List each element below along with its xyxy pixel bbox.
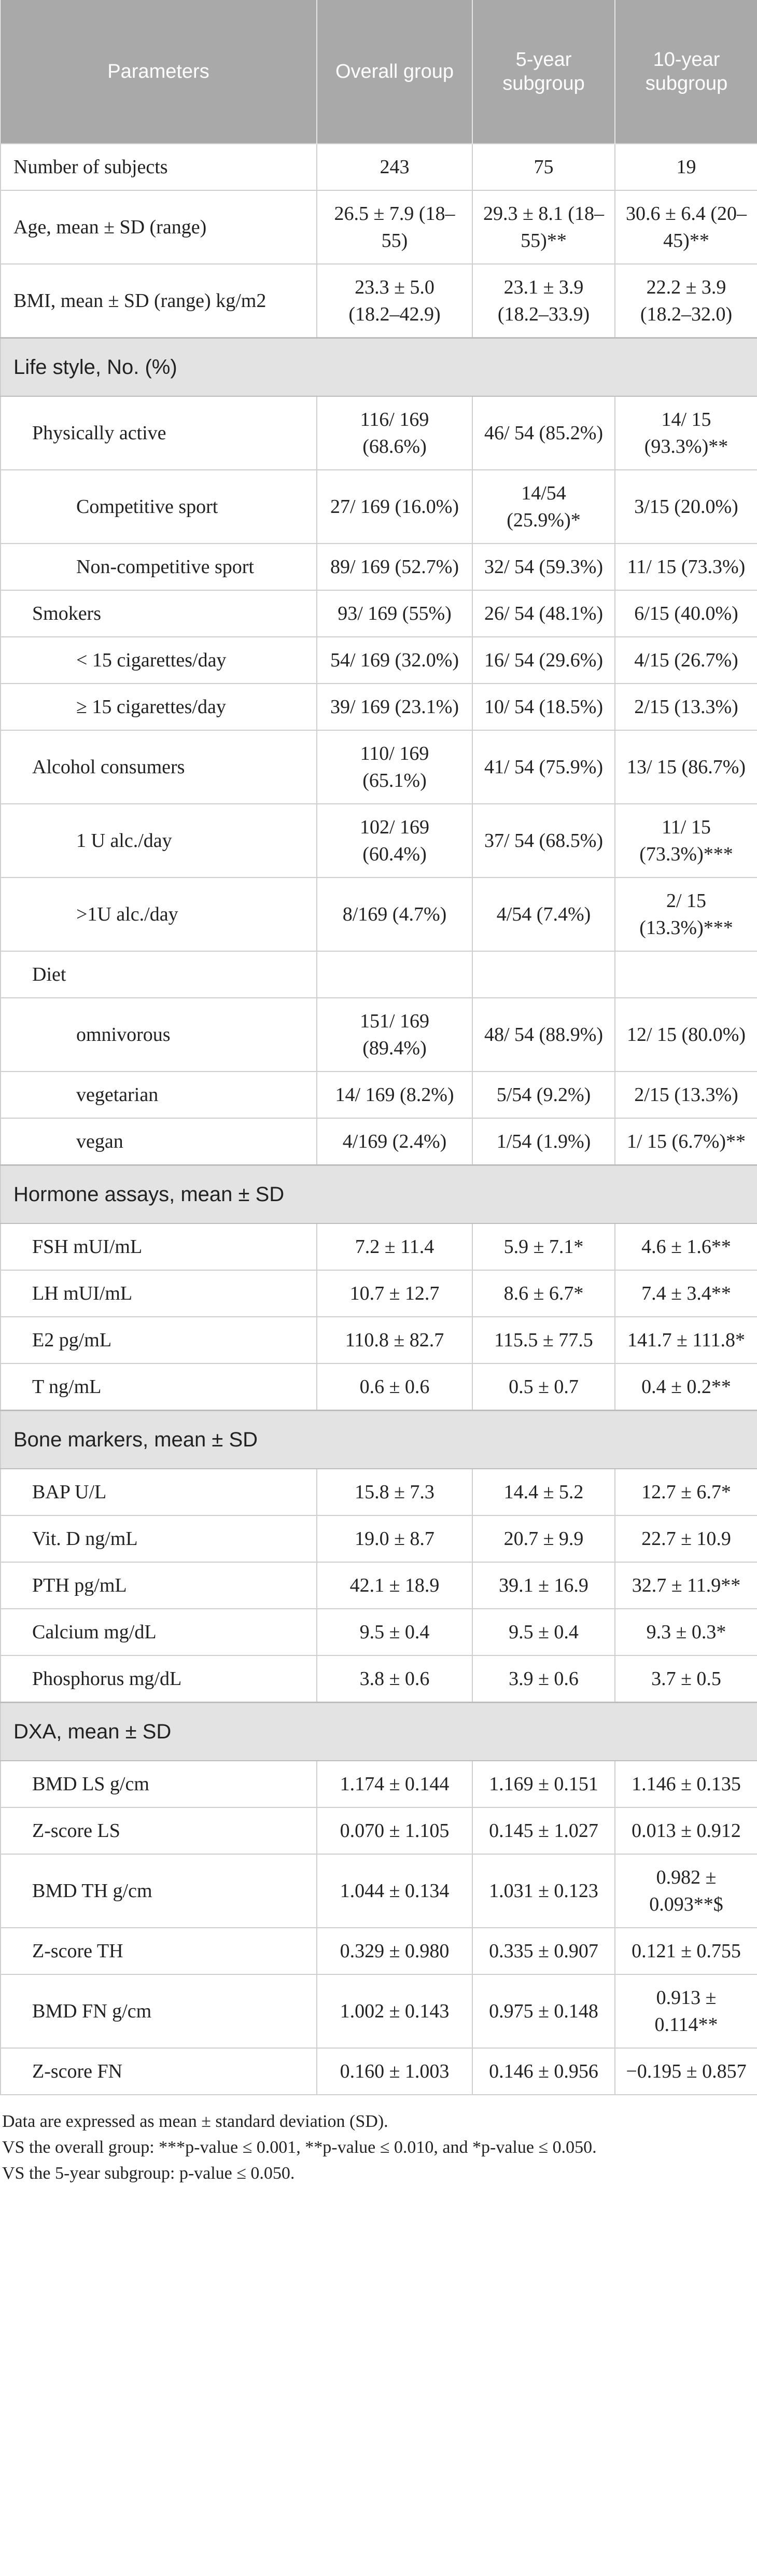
table-row <box>1 1761 757 1807</box>
cell-overall-group <box>317 2048 472 2095</box>
row-label <box>1 1363 317 1411</box>
cell-value: 15.8 ± 7.3 <box>355 1481 434 1503</box>
cell-overall-group <box>317 1928 472 1974</box>
cell-value: 0.070 ± 1.105 <box>340 1820 450 1842</box>
cell-10-year-subgroup <box>615 1928 757 1974</box>
cell-value: 75 <box>534 156 554 178</box>
cell-5-year-subgroup <box>472 1974 615 2048</box>
table-row <box>1 951 757 998</box>
row-label-text: BMD TH g/cm <box>32 1880 152 1902</box>
table-row <box>1 878 757 951</box>
cell-value: 102/ 169 (60.4%) <box>359 816 430 865</box>
section-row <box>1 1703 757 1761</box>
footnote-text: VS the overall group: ***p-value ≤ 0.001, **p-value ≤ 0.010, and *p-value ≤ 0.050. <box>2 2138 597 2157</box>
row-label-text: LH mUI/mL <box>32 1283 133 1304</box>
cell-value: 4/15 (26.7%) <box>634 649 738 671</box>
cell-value: 4.6 ± 1.6** <box>641 1236 731 1258</box>
cell-5-year-subgroup <box>472 1223 615 1270</box>
row-label-text: ≥ 15 cigarettes/day <box>76 696 226 718</box>
cell-value: 12/ 15 (80.0%) <box>626 1024 746 1046</box>
cell-value: 22.7 ± 10.9 <box>641 1528 731 1550</box>
cell-value: 141.7 ± 111.8* <box>627 1329 746 1351</box>
table-row <box>1 1854 757 1928</box>
cell-overall-group <box>317 1118 472 1165</box>
section-title: Hormone assays, mean ± SD <box>1 1165 757 1224</box>
cell-value: 32/ 54 (59.3%) <box>484 556 604 578</box>
cell-10-year-subgroup <box>615 1655 757 1703</box>
cell-value: 1/54 (1.9%) <box>496 1131 591 1152</box>
row-label <box>1 1655 317 1703</box>
row-label-text: E2 pg/mL <box>32 1329 112 1351</box>
table-row <box>1 1515 757 1562</box>
cell-10-year-subgroup <box>615 1854 757 1928</box>
cell-overall-group <box>317 637 472 684</box>
cell-overall-group <box>317 1515 472 1562</box>
cell-5-year-subgroup <box>472 637 615 684</box>
cell-value: 20.7 ± 9.9 <box>503 1528 584 1550</box>
table-row <box>1 1071 757 1118</box>
row-label <box>1 804 317 878</box>
footnote-line <box>2 2161 755 2187</box>
cell-10-year-subgroup <box>615 2048 757 2095</box>
cell-value: 23.3 ± 5.0 (18.2–42.9) <box>348 276 441 325</box>
cell-value: 0.329 ± 0.980 <box>340 1940 450 1962</box>
row-label-text: Vit. D ng/mL <box>32 1528 138 1550</box>
cell-value: 5/54 (9.2%) <box>496 1084 591 1106</box>
cell-10-year-subgroup <box>615 730 757 804</box>
row-label <box>1 1223 317 1270</box>
cell-value: 48/ 54 (88.9%) <box>484 1024 604 1046</box>
cell-10-year-subgroup <box>615 1270 757 1317</box>
table-row <box>1 190 757 264</box>
cell-value: 3.7 ± 0.5 <box>651 1668 721 1690</box>
row-label-text: BMI, mean ± SD (range) kg/m2 <box>13 290 267 312</box>
row-label <box>1 590 317 637</box>
cell-value: 0.975 ± 0.148 <box>489 2000 598 2022</box>
cell-5-year-subgroup <box>472 396 615 470</box>
cell-value: 4/169 (2.4%) <box>342 1131 447 1152</box>
table-row <box>1 2048 757 2095</box>
cell-value: 11/ 15 (73.3%) <box>627 556 746 578</box>
cell-10-year-subgroup <box>615 1807 757 1854</box>
cell-5-year-subgroup <box>472 1761 615 1807</box>
cell-10-year-subgroup <box>615 951 757 998</box>
cell-10-year-subgroup <box>615 1118 757 1165</box>
table-body <box>1 144 757 2095</box>
cell-10-year-subgroup <box>615 264 757 338</box>
cell-value: 30.6 ± 6.4 (20–45)** <box>626 203 747 252</box>
row-label <box>1 637 317 684</box>
cell-value: 19 <box>676 156 696 178</box>
cell-value: −0.195 ± 0.857 <box>626 2060 747 2082</box>
row-label <box>1 1270 317 1317</box>
table-row <box>1 637 757 684</box>
row-label <box>1 1469 317 1515</box>
cell-value: 0.6 ± 0.6 <box>359 1376 430 1398</box>
row-label-text: vegan <box>76 1131 123 1152</box>
section-title: DXA, mean ± SD <box>1 1703 757 1761</box>
cell-overall-group <box>317 1363 472 1411</box>
cell-10-year-subgroup <box>615 1609 757 1655</box>
cell-overall-group <box>317 396 472 470</box>
row-label-text: BMD LS g/cm <box>32 1773 149 1795</box>
row-label <box>1 1515 317 1562</box>
cell-value: 2/15 (13.3%) <box>634 1084 738 1106</box>
row-label-text: FSH mUI/mL <box>32 1236 143 1258</box>
cell-value: 0.335 ± 0.907 <box>489 1940 598 1962</box>
row-label-text: Z-score TH <box>32 1940 123 1962</box>
cell-10-year-subgroup <box>615 998 757 1071</box>
cell-value: 29.3 ± 8.1 (18–55)** <box>483 203 605 252</box>
cell-value: 0.913 ± 0.114** <box>654 1987 718 2036</box>
table-row <box>1 1270 757 1317</box>
cell-overall-group <box>317 1761 472 1807</box>
row-label-text: vegetarian <box>76 1084 159 1106</box>
cell-5-year-subgroup <box>472 684 615 730</box>
cell-overall-group <box>317 998 472 1071</box>
header-row <box>1 0 757 144</box>
row-label <box>1 1118 317 1165</box>
cell-overall-group <box>317 878 472 951</box>
cell-10-year-subgroup <box>615 684 757 730</box>
cell-value: 2/ 15 (13.3%)*** <box>639 890 733 939</box>
table-row <box>1 730 757 804</box>
footnote-text: VS the 5-year subgroup: p-value ≤ 0.050. <box>2 2164 295 2183</box>
cell-10-year-subgroup <box>615 590 757 637</box>
cell-value: 1.031 ± 0.123 <box>489 1880 598 1902</box>
row-label-text: BMD FN g/cm <box>32 2000 152 2022</box>
row-label-text: omnivorous <box>76 1024 171 1046</box>
cell-overall-group <box>317 684 472 730</box>
cell-5-year-subgroup <box>472 1609 615 1655</box>
row-label <box>1 998 317 1071</box>
row-label <box>1 144 317 190</box>
row-label <box>1 396 317 470</box>
row-label <box>1 1071 317 1118</box>
cell-value: 0.121 ± 0.755 <box>632 1940 741 1962</box>
cell-10-year-subgroup <box>615 1469 757 1515</box>
cell-5-year-subgroup <box>472 998 615 1071</box>
cell-5-year-subgroup <box>472 264 615 338</box>
cell-value: 37/ 54 (68.5%) <box>484 830 604 852</box>
table-row <box>1 1655 757 1703</box>
table-row <box>1 1928 757 1974</box>
cell-5-year-subgroup <box>472 1469 615 1515</box>
cell-5-year-subgroup <box>472 190 615 264</box>
footnote-text: Data are expressed as mean ± standard deviation (SD). <box>2 2112 388 2131</box>
row-label-text: Competitive sport <box>76 496 218 518</box>
section-title: Life style, No. (%) <box>1 338 757 397</box>
table-row <box>1 1118 757 1165</box>
cell-value: 8/169 (4.7%) <box>342 903 447 925</box>
section-row <box>1 338 757 397</box>
row-label-text: Physically active <box>32 422 166 444</box>
cell-10-year-subgroup <box>615 1223 757 1270</box>
table-row <box>1 1562 757 1609</box>
cell-value: 2/15 (13.3%) <box>634 696 738 718</box>
cell-overall-group <box>317 951 472 998</box>
cell-value: 54/ 169 (32.0%) <box>330 649 459 671</box>
row-label-text: Z-score FN <box>32 2060 123 2082</box>
row-label-text: Number of subjects <box>13 156 168 178</box>
cell-overall-group <box>317 264 472 338</box>
row-label <box>1 1609 317 1655</box>
cell-value: 1.044 ± 0.134 <box>340 1880 450 1902</box>
cell-value: 42.1 ± 18.9 <box>349 1575 440 1596</box>
cell-10-year-subgroup <box>615 1761 757 1807</box>
cell-value: 151/ 169 (89.4%) <box>359 1010 430 1059</box>
cell-value: 39/ 169 (23.1%) <box>330 696 459 718</box>
cell-value: 1/ 15 (6.7%)** <box>626 1131 746 1152</box>
cell-10-year-subgroup <box>615 1363 757 1411</box>
section-title: Bone markers, mean ± SD <box>1 1411 757 1469</box>
row-label <box>1 1974 317 2048</box>
cell-value: 0.5 ± 0.7 <box>509 1376 579 1398</box>
cell-value: 11/ 15 (73.3%)*** <box>639 816 733 865</box>
table-row <box>1 1363 757 1411</box>
cell-value: 1.002 ± 0.143 <box>340 2000 450 2022</box>
table-row <box>1 470 757 544</box>
cell-value: 0.013 ± 0.912 <box>632 1820 741 1842</box>
row-label <box>1 2048 317 2095</box>
cell-value: 110.8 ± 82.7 <box>345 1329 444 1351</box>
row-label-text: Non-competitive sport <box>76 556 254 578</box>
row-label-text: Z-score LS <box>32 1820 120 1842</box>
row-label <box>1 264 317 338</box>
cell-value: 0.146 ± 0.956 <box>489 2060 598 2082</box>
cell-value: 9.5 ± 0.4 <box>359 1621 430 1643</box>
cell-10-year-subgroup <box>615 396 757 470</box>
cell-value: 0.160 ± 1.003 <box>340 2060 450 2082</box>
row-label-text: Calcium mg/dL <box>32 1621 157 1643</box>
cell-value: 14.4 ± 5.2 <box>503 1481 584 1503</box>
cell-overall-group <box>317 1854 472 1928</box>
cell-5-year-subgroup <box>472 951 615 998</box>
row-label <box>1 544 317 590</box>
footnote-line <box>2 2135 755 2161</box>
cell-overall-group <box>317 1562 472 1609</box>
cell-value: 16/ 54 (29.6%) <box>484 649 604 671</box>
cell-value: 3/15 (20.0%) <box>634 496 738 518</box>
cell-10-year-subgroup <box>615 1974 757 2048</box>
table-row <box>1 1974 757 2048</box>
table-row <box>1 590 757 637</box>
cell-value: 19.0 ± 8.7 <box>355 1528 434 1550</box>
cell-value: 13/ 15 (86.7%) <box>626 756 746 778</box>
cell-value: 23.1 ± 3.9 (18.2–33.9) <box>497 276 590 325</box>
table-row <box>1 396 757 470</box>
cell-5-year-subgroup <box>472 804 615 878</box>
cell-value: 9.3 ± 0.3* <box>646 1621 726 1643</box>
cell-overall-group <box>317 1071 472 1118</box>
cell-overall-group <box>317 190 472 264</box>
cell-10-year-subgroup <box>615 1515 757 1562</box>
row-label <box>1 190 317 264</box>
cell-overall-group <box>317 1974 472 2048</box>
table-row <box>1 998 757 1071</box>
row-label <box>1 730 317 804</box>
cell-value: 26/ 54 (48.1%) <box>484 603 604 624</box>
cell-10-year-subgroup <box>615 544 757 590</box>
table-header <box>1 0 757 144</box>
cell-value: 46/ 54 (85.2%) <box>484 422 604 444</box>
cell-5-year-subgroup <box>472 1655 615 1703</box>
table-row <box>1 1317 757 1363</box>
cell-value: 32.7 ± 11.9** <box>632 1575 741 1596</box>
cell-value: 22.2 ± 3.9 (18.2–32.0) <box>640 276 733 325</box>
cell-5-year-subgroup <box>472 2048 615 2095</box>
table-row <box>1 144 757 190</box>
header-10-year-subgroup: 10-year subgroup <box>615 0 757 144</box>
cell-overall-group <box>317 730 472 804</box>
table-row <box>1 684 757 730</box>
cell-value: 14/54 (25.9%)* <box>507 482 581 531</box>
cell-5-year-subgroup <box>472 470 615 544</box>
table-row <box>1 264 757 338</box>
cell-overall-group <box>317 470 472 544</box>
cell-10-year-subgroup <box>615 804 757 878</box>
cell-value: 10/ 54 (18.5%) <box>484 696 604 718</box>
cell-5-year-subgroup <box>472 1515 615 1562</box>
cell-5-year-subgroup <box>472 144 615 190</box>
cell-10-year-subgroup <box>615 1317 757 1363</box>
cell-overall-group <box>317 144 472 190</box>
cell-overall-group <box>317 1655 472 1703</box>
footnote-line <box>2 2109 755 2135</box>
table-row <box>1 1223 757 1270</box>
header-5-year-subgroup: 5-year subgroup <box>472 0 615 144</box>
table-row <box>1 544 757 590</box>
row-label-text: PTH pg/mL <box>32 1575 127 1596</box>
cell-5-year-subgroup <box>472 1317 615 1363</box>
cell-10-year-subgroup <box>615 470 757 544</box>
row-label-text: T ng/mL <box>32 1376 102 1398</box>
cell-10-year-subgroup <box>615 144 757 190</box>
row-label-text: Smokers <box>32 603 101 624</box>
cell-5-year-subgroup <box>472 878 615 951</box>
cell-5-year-subgroup <box>472 590 615 637</box>
row-label <box>1 1928 317 1974</box>
cell-overall-group <box>317 1469 472 1515</box>
cell-value: 116/ 169 (68.6%) <box>360 409 429 457</box>
cell-value: 26.5 ± 7.9 (18–55) <box>334 203 455 252</box>
cell-value: 6/15 (40.0%) <box>634 603 738 624</box>
section-row <box>1 1411 757 1469</box>
row-label-text: Alcohol consumers <box>32 756 185 778</box>
row-label <box>1 1854 317 1928</box>
cell-value: 14/ 169 (8.2%) <box>335 1084 454 1106</box>
row-label-text: >1U alc./day <box>76 903 178 925</box>
cell-overall-group <box>317 1270 472 1317</box>
cell-10-year-subgroup <box>615 1071 757 1118</box>
table-row <box>1 1469 757 1515</box>
cell-value: 5.9 ± 7.1* <box>503 1236 584 1258</box>
cell-value: 10.7 ± 12.7 <box>349 1283 440 1304</box>
row-label <box>1 1317 317 1363</box>
cell-5-year-subgroup <box>472 1270 615 1317</box>
row-label-text: BAP U/L <box>32 1481 107 1503</box>
cell-5-year-subgroup <box>472 730 615 804</box>
cell-value: 8.6 ± 6.7* <box>503 1283 584 1304</box>
cell-5-year-subgroup <box>472 1118 615 1165</box>
row-label <box>1 470 317 544</box>
cell-10-year-subgroup <box>615 878 757 951</box>
cell-value: 115.5 ± 77.5 <box>494 1329 593 1351</box>
row-label <box>1 1761 317 1807</box>
cell-overall-group <box>317 1223 472 1270</box>
cell-value: 1.169 ± 0.151 <box>489 1773 598 1795</box>
row-label <box>1 1562 317 1609</box>
cell-overall-group <box>317 1807 472 1854</box>
cell-value: 110/ 169 (65.1%) <box>360 743 429 791</box>
cell-10-year-subgroup <box>615 190 757 264</box>
cell-overall-group <box>317 1317 472 1363</box>
cell-overall-group <box>317 1609 472 1655</box>
cell-5-year-subgroup <box>472 1562 615 1609</box>
cell-5-year-subgroup <box>472 1928 615 1974</box>
cell-value: 7.4 ± 3.4** <box>641 1283 731 1304</box>
cell-value: 9.5 ± 0.4 <box>509 1621 579 1643</box>
row-label <box>1 684 317 730</box>
row-label <box>1 878 317 951</box>
cell-value: 243 <box>380 156 410 178</box>
cell-5-year-subgroup <box>472 1071 615 1118</box>
cell-overall-group <box>317 804 472 878</box>
cell-5-year-subgroup <box>472 544 615 590</box>
cell-10-year-subgroup <box>615 637 757 684</box>
cell-value: 1.146 ± 0.135 <box>632 1773 741 1795</box>
header-overall-group: Overall group <box>317 0 472 144</box>
row-label-text: Phosphorus mg/dL <box>32 1668 182 1690</box>
cell-value: 1.174 ± 0.144 <box>340 1773 450 1795</box>
cell-value: 93/ 169 (55%) <box>338 603 452 624</box>
section-row <box>1 1165 757 1224</box>
cell-value: 0.982 ± 0.093**$ <box>649 1867 723 1915</box>
table-row <box>1 1807 757 1854</box>
table-row <box>1 804 757 878</box>
cell-5-year-subgroup <box>472 1854 615 1928</box>
row-label <box>1 951 317 998</box>
cell-5-year-subgroup <box>472 1807 615 1854</box>
row-label <box>1 1807 317 1854</box>
header-parameters: Parameters <box>1 0 317 144</box>
table-row <box>1 1609 757 1655</box>
cell-value: 3.8 ± 0.6 <box>359 1668 430 1690</box>
cell-value: 3.9 ± 0.6 <box>509 1668 579 1690</box>
cell-10-year-subgroup <box>615 1562 757 1609</box>
cell-value: 7.2 ± 11.4 <box>355 1236 434 1258</box>
cell-value: 12.7 ± 6.7* <box>641 1481 731 1503</box>
footnotes <box>0 2095 757 2187</box>
cell-overall-group <box>317 590 472 637</box>
cell-value: 89/ 169 (52.7%) <box>330 556 459 578</box>
cell-value: 4/54 (7.4%) <box>496 903 591 925</box>
cell-value: 14/ 15 (93.3%)** <box>644 409 728 457</box>
cell-value: 41/ 54 (75.9%) <box>484 756 604 778</box>
row-label-text: Diet <box>32 964 66 985</box>
cell-value: 0.4 ± 0.2** <box>641 1376 731 1398</box>
cell-5-year-subgroup <box>472 1363 615 1411</box>
row-label-text: Age, mean ± SD (range) <box>13 216 207 238</box>
row-label-text: < 15 cigarettes/day <box>76 649 227 671</box>
cell-value: 27/ 169 (16.0%) <box>330 496 459 518</box>
cell-overall-group <box>317 544 472 590</box>
row-label-text: 1 U alc./day <box>76 830 172 852</box>
cell-value: 39.1 ± 16.9 <box>499 1575 588 1596</box>
cell-value: 0.145 ± 1.027 <box>489 1820 598 1842</box>
